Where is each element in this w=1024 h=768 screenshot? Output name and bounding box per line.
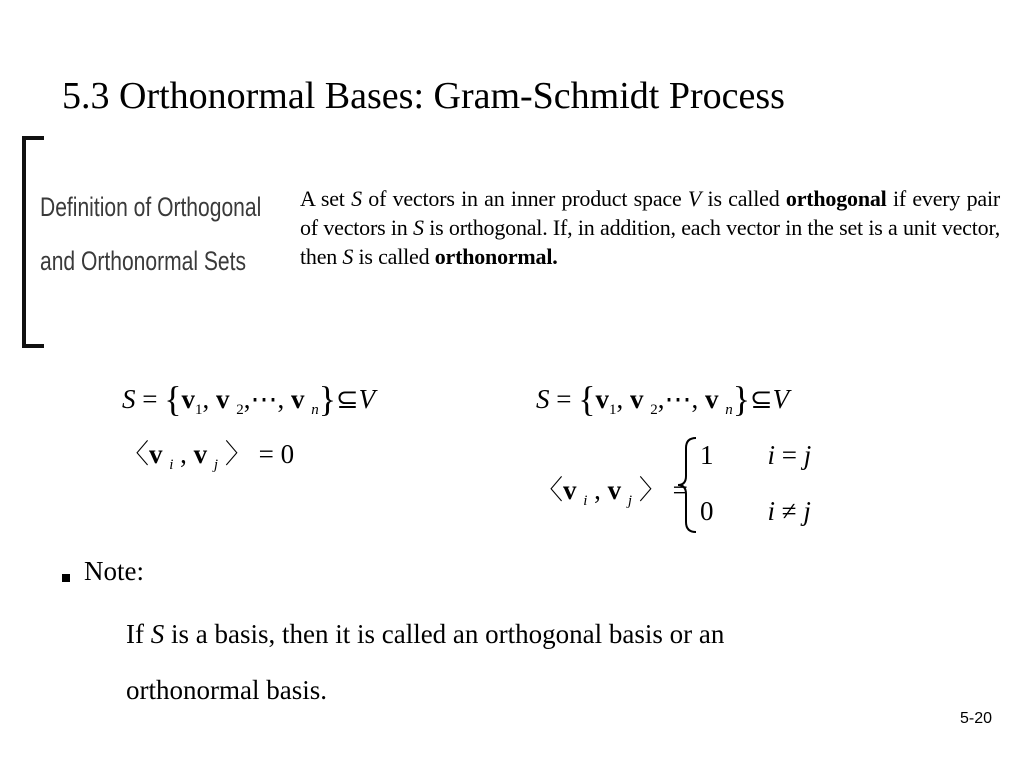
def-text-1: A set xyxy=(300,186,352,211)
bullet-icon xyxy=(62,574,70,582)
note-label: Note: xyxy=(84,556,144,586)
def-text-6: is called xyxy=(353,244,435,269)
definition-text xyxy=(300,184,1000,271)
def-term-orthogonal: orthogonal xyxy=(785,186,887,211)
def-text-4: if every pair of vectors in xyxy=(300,186,1001,240)
piecewise-case-2: 0 i ≠ j xyxy=(700,496,811,526)
page-number: 5-20 xyxy=(960,710,993,727)
def-symbol-s: S xyxy=(351,186,362,211)
note-line-2: orthonormal basis. xyxy=(126,675,327,705)
def-text-3: is called xyxy=(701,186,786,211)
def-symbol-v: V xyxy=(687,186,702,211)
note-symbol-s: S xyxy=(150,619,165,649)
def-symbol-s2: S xyxy=(413,215,424,240)
note-text-post: is a basis, then it is called an orthogonal basis or an xyxy=(164,619,725,649)
def-text-5: is orthogonal. If, in addition, each vector in the set is a unit vector, then xyxy=(300,215,1001,269)
slide-title: 5.3 Orthonormal Bases: Gram-Schmidt Process xyxy=(62,75,785,117)
note-text-pre: If xyxy=(126,619,151,649)
def-term-orthonormal: orthonormal. xyxy=(434,244,558,269)
note-text xyxy=(126,606,926,718)
orthonormal-inner-product-formula: 〈v $_i$ , v $_j$ 〉 = xyxy=(536,475,688,509)
note-line-1 xyxy=(126,606,926,662)
def-text-2: of vectors in an inner product space xyxy=(361,186,688,211)
definition-heading-line2: and Orthonormal Sets xyxy=(40,246,247,276)
definition-heading-line1: Definition of Orthogonal xyxy=(40,192,262,222)
piecewise-case-1: 1 i = j xyxy=(700,440,812,470)
orthogonal-set-formula: $S = \{v_1$, v $_2$,⋯, v $_n$}⊆V xyxy=(122,379,376,419)
orthogonal-inner-product-formula: 〈v $_i$ , v $_j$ 〉 = 0 xyxy=(122,439,295,473)
definition-heading xyxy=(40,180,261,288)
orthonormal-set-formula: $S = \{v_1$, v $_2$,⋯, v $_n$}⊆V xyxy=(536,379,790,419)
piecewise-brace xyxy=(676,436,700,534)
def-symbol-s3: S xyxy=(342,244,354,269)
